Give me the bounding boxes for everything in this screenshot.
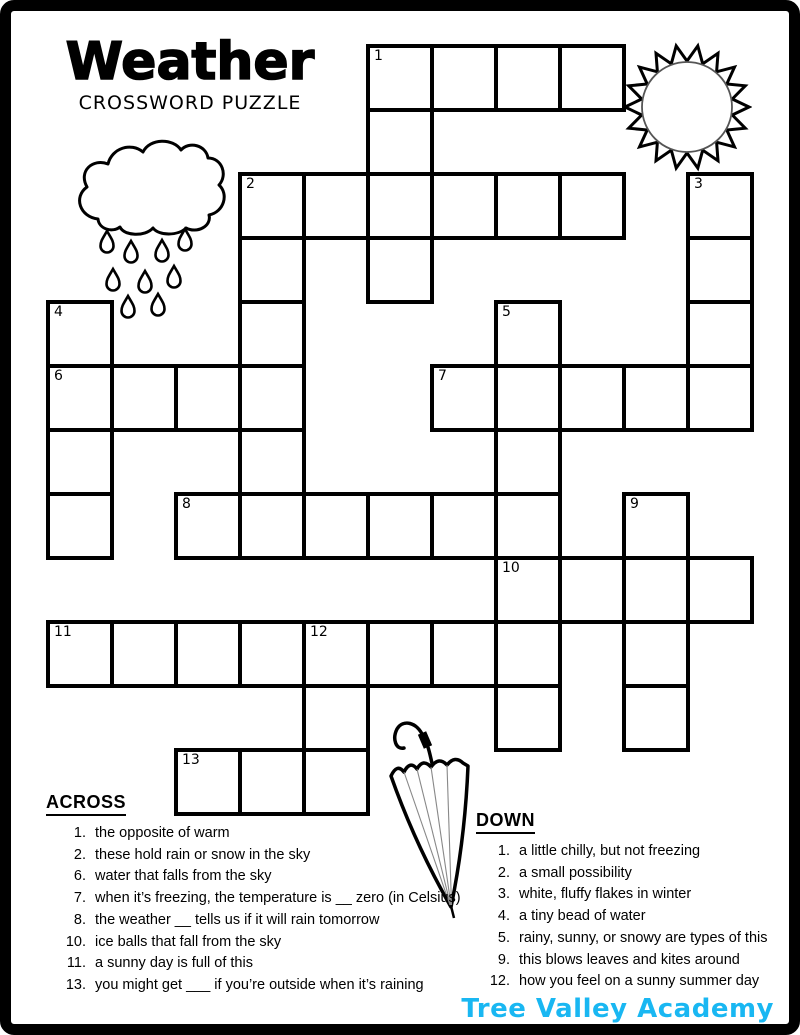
grid-cell[interactable] xyxy=(238,236,306,304)
cell-number: 9 xyxy=(630,496,639,512)
grid-cell[interactable] xyxy=(174,620,242,688)
grid-cell[interactable] xyxy=(494,620,562,688)
brand-credit: Tree Valley Academy xyxy=(461,994,774,1024)
clue-item xyxy=(46,932,466,954)
cell-number: 11 xyxy=(54,624,72,640)
grid-cell[interactable] xyxy=(494,556,562,624)
clue-number: 2. xyxy=(73,846,86,863)
grid-cell[interactable] xyxy=(302,620,370,688)
grid-cell[interactable] xyxy=(494,364,562,432)
grid-cell[interactable] xyxy=(622,556,690,624)
grid-cell[interactable] xyxy=(494,684,562,752)
header xyxy=(58,34,322,114)
clue-text: how you feel on a sunny summer day xyxy=(519,973,760,990)
cell-number: 13 xyxy=(182,752,200,768)
clue-item xyxy=(476,841,786,863)
clue-number: 5. xyxy=(497,929,510,946)
cell-number: 10 xyxy=(502,560,520,576)
grid-cell[interactable] xyxy=(430,620,498,688)
grid-cell[interactable] xyxy=(686,236,754,304)
grid-cell[interactable] xyxy=(302,172,370,240)
clue-number: 12. xyxy=(489,973,510,990)
clue-text: this blows leaves and kites around xyxy=(519,951,740,968)
cell-number: 2 xyxy=(246,176,255,192)
clue-number: 9. xyxy=(497,951,510,968)
page-subtitle: CROSSWORD PUZZLE xyxy=(78,92,302,114)
clue-text: a sunny day is full of this xyxy=(95,955,253,972)
clue-item xyxy=(46,845,466,867)
clue-number: 6. xyxy=(73,868,86,885)
grid-cell[interactable] xyxy=(494,44,562,112)
clue-number: 10. xyxy=(65,933,86,950)
clue-item xyxy=(476,971,786,993)
clue-text: when it’s freezing, the temperature is __ zero (in Celsius) xyxy=(95,890,461,907)
grid-cell[interactable] xyxy=(238,364,306,432)
clue-item xyxy=(46,823,466,845)
grid-cell[interactable] xyxy=(46,428,114,496)
grid-cell[interactable] xyxy=(238,428,306,496)
down-clues xyxy=(476,810,786,993)
cell-number: 8 xyxy=(182,496,191,512)
clue-text: the opposite of warm xyxy=(95,825,230,841)
grid-cell[interactable] xyxy=(622,620,690,688)
clue-item xyxy=(476,884,786,906)
clue-text: rainy, sunny, or snowy are types of this xyxy=(519,929,768,946)
grid-cell[interactable] xyxy=(366,492,434,560)
cell-number: 4 xyxy=(54,304,63,320)
grid-cell[interactable] xyxy=(238,492,306,560)
cell-number: 12 xyxy=(310,624,328,640)
across-list xyxy=(46,823,466,997)
grid-cell[interactable] xyxy=(494,300,562,368)
clue-number: 8. xyxy=(73,911,86,928)
grid-cell[interactable] xyxy=(686,556,754,624)
grid-cell[interactable] xyxy=(686,172,754,240)
grid-cell[interactable] xyxy=(174,492,242,560)
grid-cell[interactable] xyxy=(110,620,178,688)
grid-cell[interactable] xyxy=(46,492,114,560)
clue-item xyxy=(476,928,786,950)
grid-cell[interactable] xyxy=(622,492,690,560)
grid-cell[interactable] xyxy=(46,300,114,368)
grid-cell[interactable] xyxy=(430,172,498,240)
grid-cell[interactable] xyxy=(366,108,434,176)
grid-cell[interactable] xyxy=(558,364,626,432)
grid-cell[interactable] xyxy=(366,236,434,304)
cell-number: 6 xyxy=(54,368,63,384)
cell-number: 1 xyxy=(374,48,383,64)
clue-text: these hold rain or snow in the sky xyxy=(95,846,311,863)
clue-text: ice balls that fall from the sky xyxy=(95,933,282,950)
grid-cell[interactable] xyxy=(46,364,114,432)
clue-text: the weather __ tells us if it will rain tomorrow xyxy=(95,911,380,928)
grid-cell[interactable] xyxy=(686,300,754,368)
clue-number: 1. xyxy=(497,843,510,859)
crossword-grid xyxy=(46,44,758,820)
clue-text: you might get ___ if you’re outside when it’s raining xyxy=(95,976,424,993)
page-title: Weather xyxy=(65,32,315,92)
clue-number: 11. xyxy=(66,955,86,972)
grid-cell[interactable] xyxy=(238,620,306,688)
clue-item xyxy=(476,950,786,972)
grid-cell[interactable] xyxy=(302,684,370,752)
clue-text: white, fluffy flakes in winter xyxy=(519,886,692,903)
clue-item xyxy=(476,906,786,928)
clue-number: 4. xyxy=(497,908,510,925)
grid-cell[interactable] xyxy=(494,172,562,240)
grid-cell[interactable] xyxy=(686,364,754,432)
cell-number: 7 xyxy=(438,368,447,384)
clue-text: a little chilly, but not freezing xyxy=(519,843,701,859)
grid-cell[interactable] xyxy=(558,44,626,112)
clue-item xyxy=(46,866,466,888)
grid-cell[interactable] xyxy=(430,364,498,432)
clue-number: 13. xyxy=(65,976,86,993)
grid-cell[interactable] xyxy=(110,364,178,432)
across-clues xyxy=(46,792,466,997)
grid-cell[interactable] xyxy=(622,364,690,432)
cell-number: 3 xyxy=(694,176,703,192)
clue-number: 1. xyxy=(73,825,86,841)
cell-number: 5 xyxy=(502,304,511,320)
grid-cell[interactable] xyxy=(558,172,626,240)
grid-cell[interactable] xyxy=(494,492,562,560)
down-heading: DOWN xyxy=(476,810,535,834)
grid-cell[interactable] xyxy=(46,620,114,688)
grid-cell[interactable] xyxy=(238,172,306,240)
clue-text: a small possibility xyxy=(519,864,632,881)
clue-text: water that falls from the sky xyxy=(95,868,272,885)
clue-item xyxy=(476,863,786,885)
grid-cell[interactable] xyxy=(366,620,434,688)
grid-cell[interactable] xyxy=(622,684,690,752)
clue-number: 3. xyxy=(497,886,510,903)
grid-cell[interactable] xyxy=(494,428,562,496)
clue-item xyxy=(46,888,466,910)
clue-item xyxy=(46,975,466,997)
clue-number: 2. xyxy=(497,864,510,881)
clue-item xyxy=(46,910,466,932)
grid-cell[interactable] xyxy=(558,556,626,624)
down-list xyxy=(476,841,786,993)
grid-cell[interactable] xyxy=(430,44,498,112)
clue-number: 7. xyxy=(73,890,86,907)
grid-cell[interactable] xyxy=(302,492,370,560)
grid-cell[interactable] xyxy=(366,172,434,240)
grid-cell[interactable] xyxy=(238,300,306,368)
across-heading: ACROSS xyxy=(46,792,126,816)
clue-item xyxy=(46,953,466,975)
grid-cell[interactable] xyxy=(430,492,498,560)
grid-cell[interactable] xyxy=(366,44,434,112)
clue-text: a tiny bead of water xyxy=(519,908,646,925)
grid-cell[interactable] xyxy=(174,364,242,432)
